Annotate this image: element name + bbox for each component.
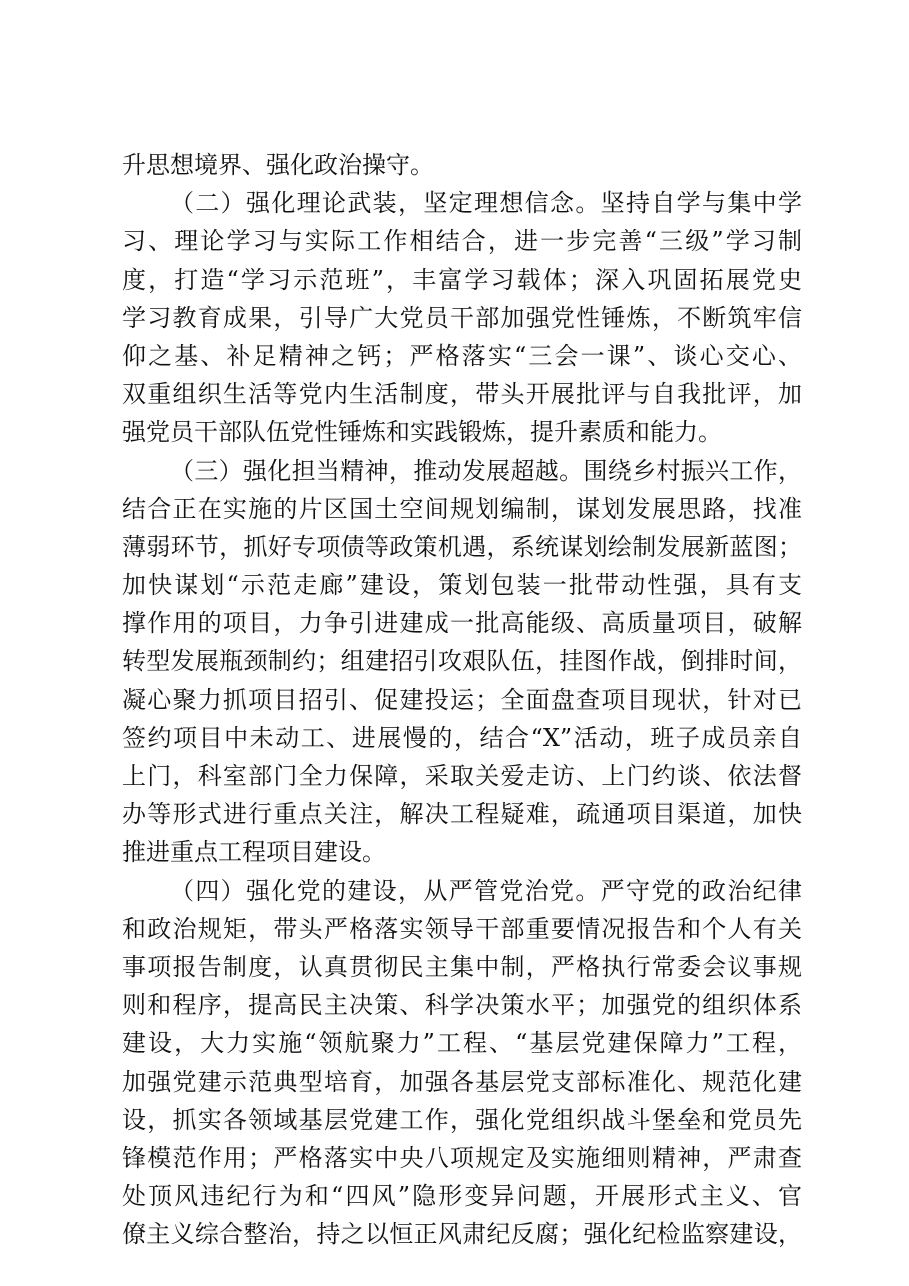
text-line: 推进重点工程项目建设。	[122, 838, 386, 867]
text-line: 签约项目中未动工、进展慢的，结合“X”活动，班子成员亲自	[122, 723, 802, 752]
text-line: 升思想境界、强化政治操守。	[122, 151, 434, 179]
text-line: 结合正在实施的片区国土空间规划编制，谋划发展思路，找准	[122, 494, 802, 523]
text-line: 设，抓实各领域基层党建工作，强化党组织战斗堡垒和党员先	[122, 1105, 802, 1134]
text-line: 撑作用的项目，力争引进建成一批高能级、高质量项目，破解	[122, 609, 802, 638]
text-line: 建设，大力实施“领航聚力”工程、“基层党建保障力”工程，	[122, 1029, 802, 1058]
text-line: 度，打造“学习示范班”，丰富学习载体；深入巩固拓展党史	[122, 265, 802, 294]
text-line: 上门，科室部门全力保障，采取关爱走访、上门约谈、依法督	[122, 762, 802, 790]
section-2-heading-line: （二）强化理论武装，坚定理想信念。坚持自学与集中学	[170, 189, 802, 218]
text-line: 加强党建示范典型培育，加强各基层党支部标准化、规范化建	[122, 1067, 802, 1096]
text-line: 仰之基、补足精神之钙；严格落实“三会一课”、谈心交心、	[122, 341, 802, 370]
text-line: 习、理论学习与实际工作相结合，进一步完善“三级”学习制	[122, 227, 802, 256]
body-text	[122, 146, 802, 1253]
text-line: 薄弱环节，抓好专项债等政策机遇，系统谋划绘制发展新蓝图；	[122, 532, 802, 561]
text-line: 转型发展瓶颈制约；组建招引攻艰队伍，挂图作战，倒排时间，	[122, 647, 802, 676]
text-line: 锋模范作用；严格落实中央八项规定及实施细则精神，严肃查	[122, 1143, 802, 1172]
section-3-heading-line: （三）强化担当精神，推动发展超越。围绕乡村振兴工作，	[170, 456, 802, 485]
text-line: 僚主义综合整治，持之以恒正风肃纪反腐；强化纪检监察建设，	[122, 1220, 802, 1249]
text-line: 办等形式进行重点关注，解决工程疑难，疏通项目渠道，加快	[122, 800, 802, 829]
text-line: 和政治规矩，带头严格落实领导干部重要情况报告和个人有关	[122, 914, 802, 943]
text-line: 加快谋划“示范走廊”建设，策划包装一批带动性强，具有支	[122, 571, 802, 600]
text-line: 强党员干部队伍党性锤炼和实践锻炼，提升素质和能力。	[122, 418, 722, 447]
text-line: 事项报告制度，认真贯彻民主集中制，严格执行常委会议事规	[122, 952, 802, 981]
text-line: 处顶风违纪行为和“四风”隐形变异问题，开展形式主义、官	[122, 1182, 802, 1211]
section-4-heading-line: （四）强化党的建设，从严管党治党。严守党的政治纪律	[170, 876, 802, 905]
text-line: 凝心聚力抓项目招引、促建投运；全面盘查项目现状，针对已	[122, 685, 802, 714]
text-line: 则和程序，提高民主决策、科学决策水平；加强党的组织体系	[122, 991, 802, 1020]
text-line: 学习教育成果，引导广大党员干部加强党性锤炼，不断筑牢信	[122, 303, 802, 332]
text-line: 双重组织生活等党内生活制度，带头开展批评与自我批评，加	[122, 380, 802, 409]
